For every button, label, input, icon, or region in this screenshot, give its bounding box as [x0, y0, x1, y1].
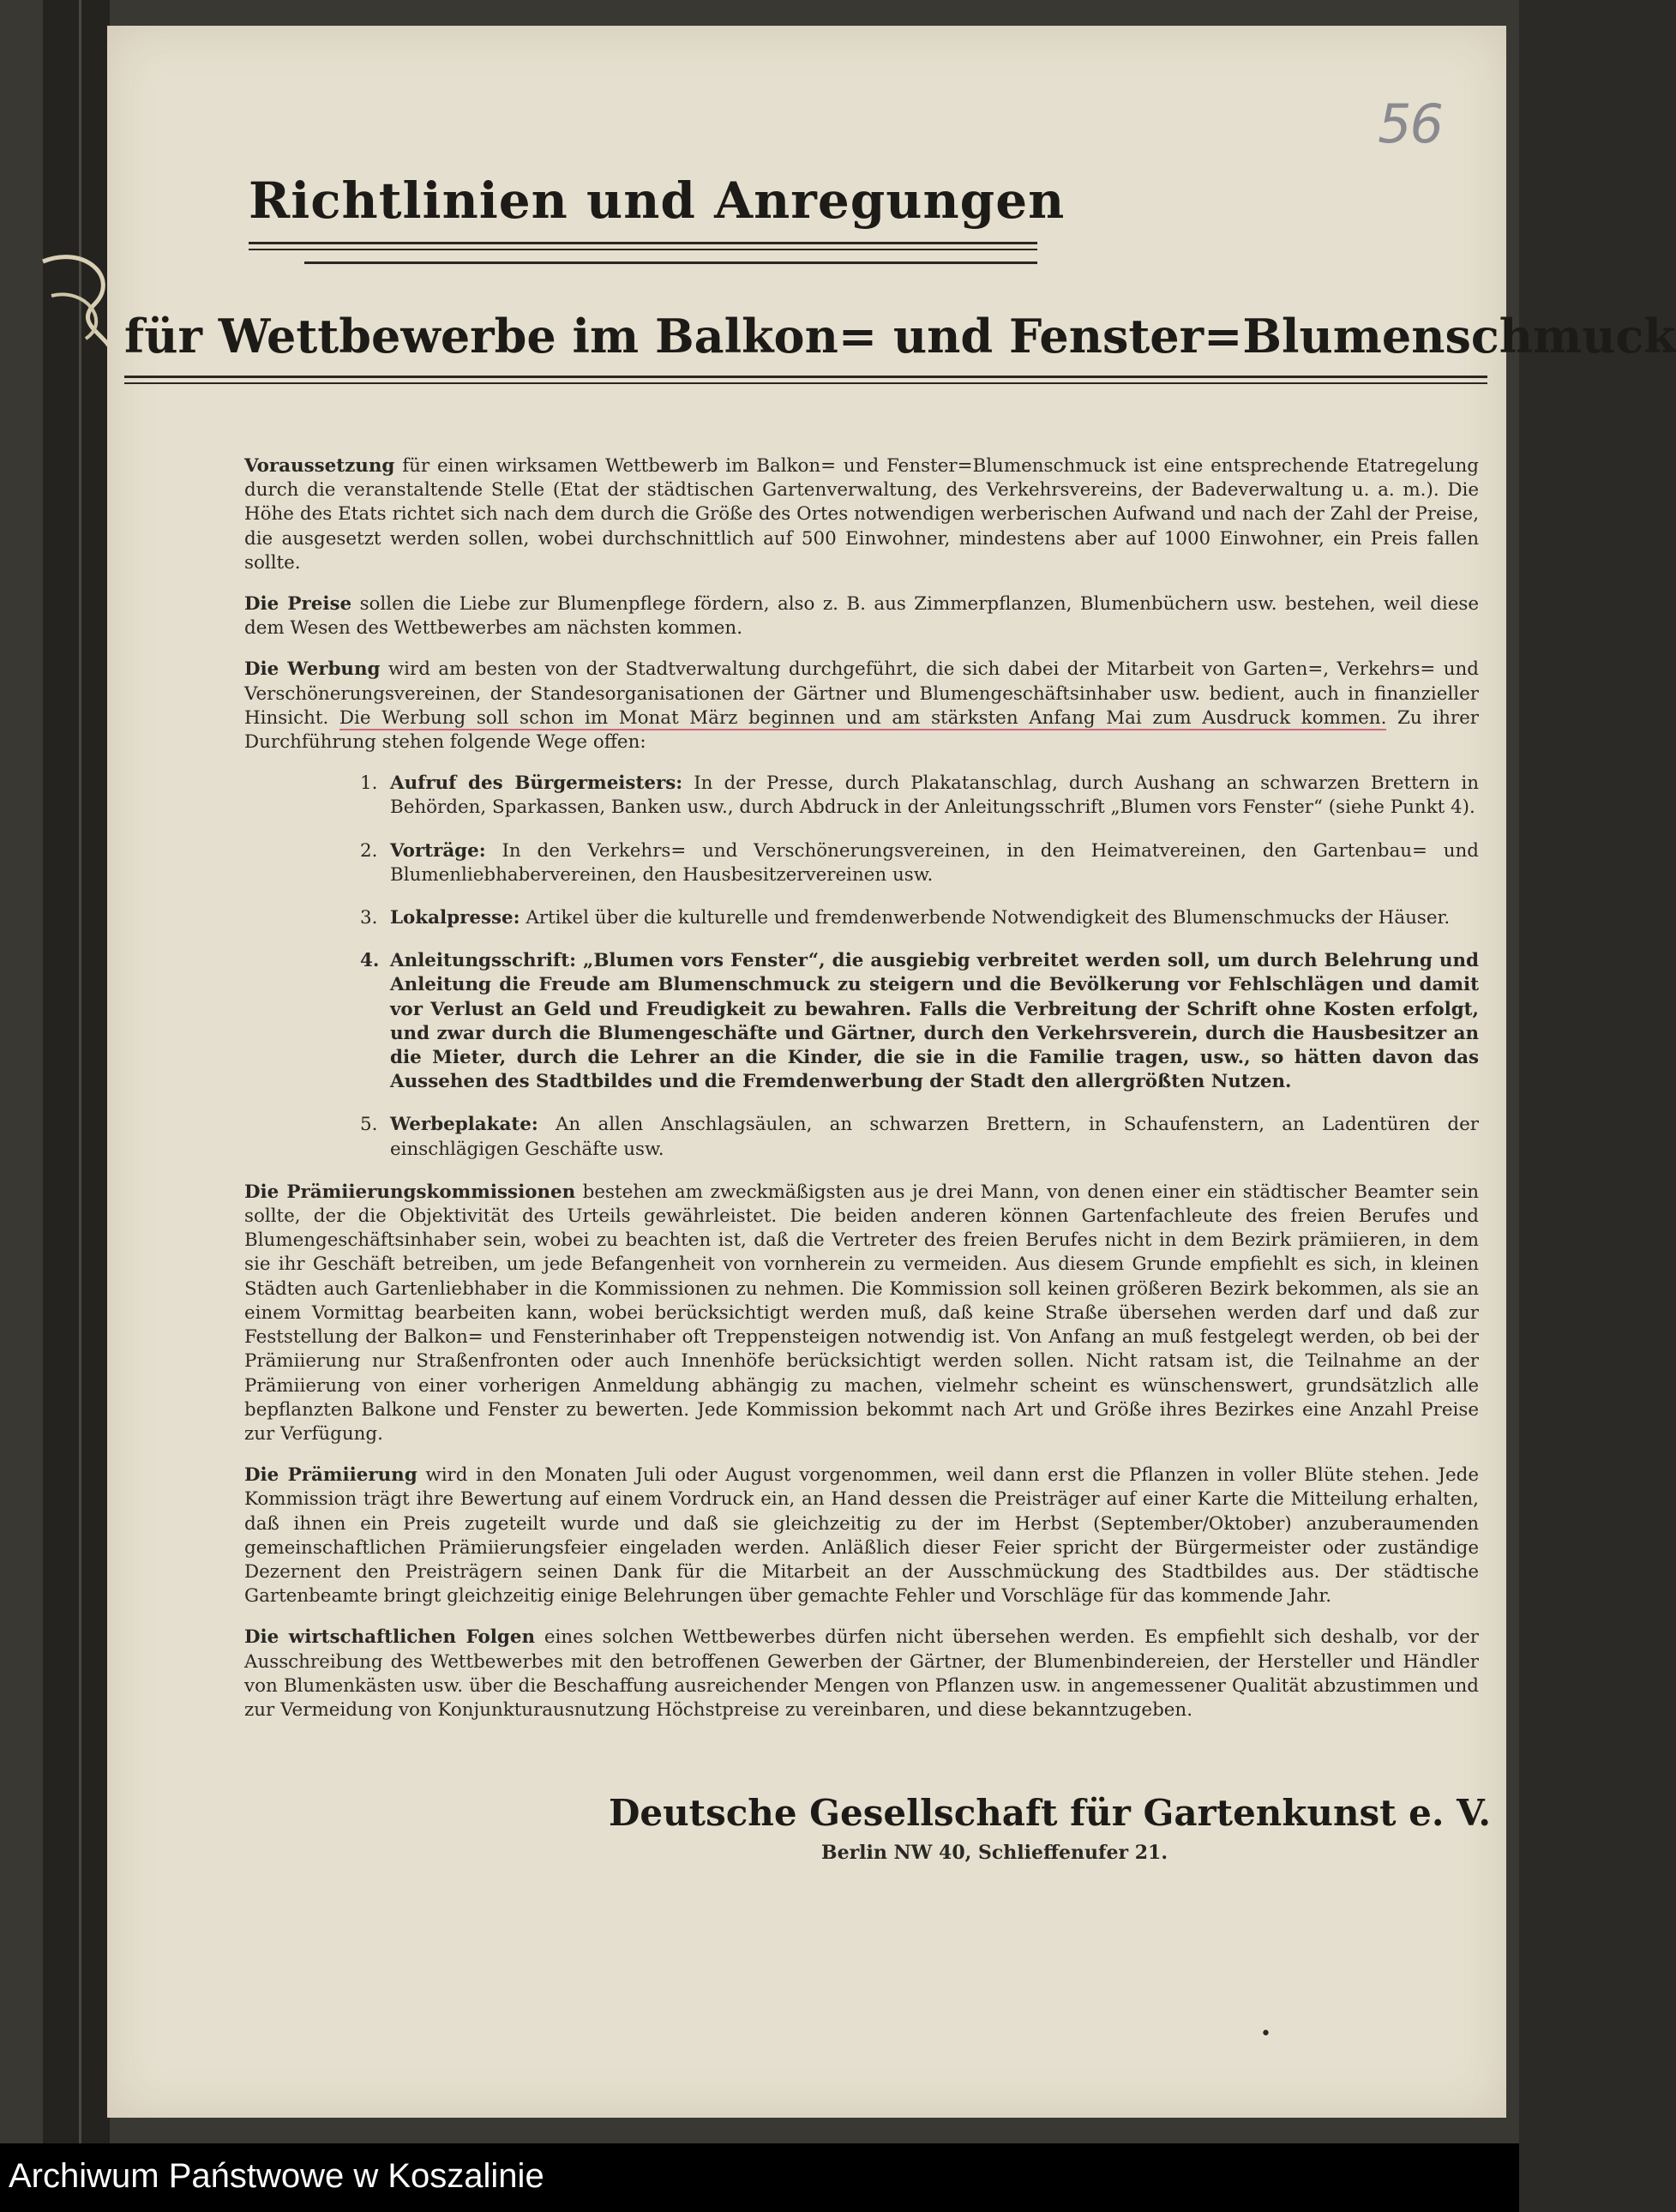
list-item-lead: Lokalpresse: [390, 907, 520, 929]
list-item [244, 839, 1479, 887]
document-page [107, 26, 1676, 2118]
paragraph-text: wird am besten von der Stadtverwaltung durchgeführt, die sich dabei der Mitarbeit von Garten=, Verkehrs= und Verschönerungsvereinen, der Standesorganisationen der Gärtner und Blumengeschäftsinhaber usw. bedient, auch in finanzieller Hinsicht. [244, 658, 1479, 729]
ink-mark-icon: • [1260, 2023, 1271, 2045]
paragraph-lead: Die Preise [244, 593, 352, 616]
list-item-lead: Anleitungsschrift: „Blumen vors Fenster“, [390, 950, 826, 972]
paragraph-folgen [244, 1626, 1479, 1722]
werbung-list [244, 772, 1479, 1162]
list-item [244, 906, 1479, 930]
paragraph-text: sollen die Liebe zur Blumenpflege fördern, also z. B. aus Zimmerpflanzen, Blumenbüchern usw. bestehen, weil diese dem Wesen des Wettbewerbes am nächsten kommen. [244, 593, 1479, 640]
list-item [244, 1113, 1479, 1161]
paragraph-text: für einen wirksamen Wettbewerb im Balkon= und Fenster=Blumenschmuck ist eine entsprechende Etatregelung durch die veranstaltende Stelle (Etat der städtischen Gartenverwaltung, des Verkehrsvereins, der Badeverwaltung u. a. m.). Die Höhe des Etats richtet sich nach dem durch die Größe des Ortes notwendigen werberischen Aufwand und nach der Zahl der Preise, die ausgesetzt werden sollen, wobei durchschnittlich auf 500 Einwohner, mindestens aber auf 1000 Einwohner, ein Preis fallen sollte. [244, 455, 1479, 574]
title-rule [249, 242, 1037, 244]
list-item-text: In der Presse, durch Plakatanschlag, durch Aushang an schwarzen Brettern in Behörden, Sparkassen, Banken usw., durch Abdruck in der Anleitungsschrift „Blumen vors Fenster“ (siehe Punkt 4). [390, 772, 1479, 819]
paragraph-text: eines solchen Wettbewerbes dürfen nicht übersehen werden. Es empfiehlt sich deshalb, vor der Ausschreibung des Wettbewerbes mit den betroffenen Gewerben der Gärtner, der Blumenbindereien, der Hersteller und Händler von Blumenkästen usw. über die Beschaffung ausreichender Mengen von Pflanzen usw. in angemessener Qualität abzustimmen und zur Vermeidung von Konjunkturausnutzung Höchstpreise zu vereinbaren, und diese bekanntzugeben. [244, 1626, 1480, 1721]
archive-name: Archiwum Państwowe w Koszalinie [9, 2157, 544, 2195]
list-number: 1. [360, 772, 378, 795]
paragraph-lead: Die Prämiierungskommissionen [244, 1181, 576, 1203]
list-item [244, 949, 1479, 1094]
title-rule [124, 376, 1487, 378]
title-rule [124, 382, 1487, 384]
list-item-lead: Aufruf des Bürgermeisters: [390, 772, 683, 795]
paragraph-text: bestehen am zweckmäßigsten aus je drei Mann, von denen einer ein städtischer Beamter sein sollte, der die Objektivität des Urteils gewährleistet. Die beiden anderen können Gartenfachleute des freien Berufes und Blumengeschäftsinhaber sein, wobei zu beachten ist, daß die Vertreter des freien Berufes nicht in dem Bezirk prämiieren, in dem sie ihr Geschäft betreiben, um jede Befangenheit von vornherein zu vermeiden. Aus diesem Grunde empfiehlt es sich, in kleinen Städten auch Gartenliebhaber in die Kommissionen zu nehmen. Die Kommission soll keinen größeren Bezirk bekommen, als sie an einem Vormittag bearbeiten kann, wobei berücksichtigt werden muß, daß keine Straße übersehen werden darf und daß zur Feststellung der Balkon= und Fensterinhaber oft Treppensteigen notwendig ist. Von Anfang an muß festgelegt werden, ob bei der Prämiierung nur Straßenfronten oder auch Innenhöfe berücksichtigt werden sollen. Nicht ratsam ist, die Teilnahme an der Prämiierung von einer vorherigen Anmeldung abhängig zu machen, vielmehr scheint es wünschenswert, grundsätzlich alle bepflanzten Balkone und Fenster zu bewerten. Jede Kommission bekommt nach Art und Größe ihres Bezirkes eine Anzahl Preise zur Verfügung. [244, 1181, 1479, 1445]
list-item-text: die ausgiebig verbreitet werden soll, um durch Belehrung und Anleitung die Freude am Blumenschmuck zu steigern und die Bevölkerung vor Fehlschlägen und damit vor Verlust an Geld und Freudigkeit zu bewahren. Falls die Verbreitung der Schrift ohne Kosten erfolgt, und zwar durch die Blumengeschäfte und Gärtner, durch den Verkehrsverein, durch die Hausbesitzer an die Mieter, durch die Lehrer an die Kinder, die sie in die Familie tragen, usw., so hätten davon das Aussehen des Stadtbildes und die Fremdenwerbung der Stadt den allergrößten Nutzen. [390, 950, 1479, 1093]
paragraph-lead: Die Werbung [244, 658, 381, 681]
folio-number: 56 [1378, 93, 1442, 155]
paragraph-werbung [244, 658, 1479, 754]
title-rule [304, 261, 1037, 264]
paragraph-lead: Die Prämiierung [244, 1464, 417, 1487]
title-rule [249, 249, 1037, 250]
signature-address: Berlin NW 40, Schlieffenufer 21. [821, 1842, 1168, 1864]
list-number: 5. [360, 1114, 378, 1136]
document-body [244, 454, 1479, 1740]
pencil-underlined-text: Die Werbung soll schon im Monat März beginnen und am stärksten Anfang Mai zum Ausdruck kommen. [339, 706, 1387, 729]
paragraph-text: Zu ihrer Durchführung stehen folgende Wege offen: [244, 706, 1480, 754]
paragraph-preise [244, 592, 1479, 640]
list-number: 4. [360, 950, 380, 972]
paragraph-lead: Voraussetzung [244, 455, 395, 477]
title-line-1: Richtlinien und Anregungen [249, 171, 1066, 230]
paragraph-praemiierung [244, 1464, 1479, 1608]
list-number: 3. [360, 907, 378, 929]
list-item-lead: Werbeplakate: [390, 1114, 538, 1136]
signature-organization: Deutsche Gesellschaft für Gartenkunst e. V. [609, 1792, 1491, 1834]
paragraph-text: wird in den Monaten Juli oder August vorgenommen, weil dann erst die Pflanzen in voller Blüte stehen. Jede Kommission trägt ihre Bewertung auf einem Vordruck ein, an Hand dessen die Preisträger auf einer Karte die Mitteilung erhalten, daß ihnen ein Preis zugeteilt wurde und daß sie gleichzeitig zu der im Herbst (September/Oktober) anzuberaumenden gemeinschaftlichen Prämiierungsfeier eingeladen werden. Anläßlich dieser Feier spricht der Bürgermeister oder zuständige Dezernent den Preisträgern seinen Dank für die Mitarbeit an der Ausschmückung des Stadtbildes aus. Der städtische Gartenbeamte bringt gleichzeitig einige Belehrungen über gemachte Fehler und Vorschläge für das kommende Jahr. [244, 1464, 1479, 1608]
list-item-text: Artikel über die kulturelle und fremdenwerbende Notwendigkeit des Blumenschmucks der Häuser. [520, 907, 1451, 929]
paragraph-voraussetzung [244, 454, 1479, 575]
list-item-lead: Vorträge: [390, 839, 486, 862]
list-number: 2. [360, 839, 378, 862]
archive-footer [0, 2143, 1519, 2212]
paragraph-lead: Die wirtschaftlichen Folgen [244, 1626, 536, 1649]
paragraph-kommissionen [244, 1181, 1479, 1446]
list-item [244, 772, 1479, 820]
title-line-2: für Wettbewerbe im Balkon= und Fenster=Blumenschmuck [124, 309, 1676, 364]
list-item-text: In den Verkehrs= und Verschönerungsvereinen, in den Heimatvereinen, den Gartenbau= und Blumenliebhabervereinen, den Hausbesitzervereinen usw. [390, 839, 1479, 886]
list-item-text: An allen Anschlagsäulen, an schwarzen Brettern, in Schaufenstern, an Ladentüren der einschlägigen Geschäfte usw. [390, 1114, 1479, 1160]
